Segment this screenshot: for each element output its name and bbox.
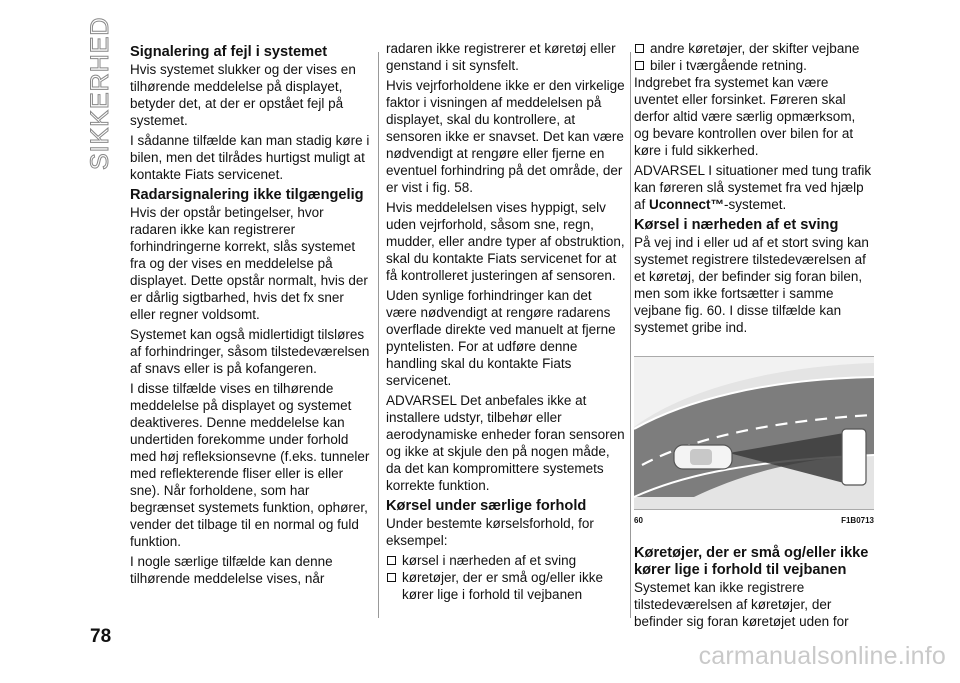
column-divider [630, 52, 631, 618]
bullet-icon [635, 61, 644, 70]
paragraph: Under bestemte kørselsforhold, for eksempel: [386, 516, 594, 548]
host-car-icon [674, 445, 732, 469]
paragraph: Uden synlige forhindringer kan det være nødvendigt at rengøre radarens overflade direkte ved manuelt at fjerne pyntelisten. For at udføre denne handling skal du kontakte Fiats servicenet. [386, 288, 616, 388]
page-number: 78 [90, 626, 112, 647]
heading-signal-fault: Signalering af fejl i systemet [130, 44, 328, 60]
figure-number: 60 [634, 516, 643, 525]
list-item [634, 57, 874, 74]
heading-special-conditions: Kørsel under særlige forhold [386, 498, 587, 514]
uconnect-brand: Uconnect™ [649, 197, 725, 212]
bullet-icon [387, 556, 396, 565]
figure-60-curve-illustration [634, 356, 874, 510]
list-item-text: andre køretøjer, der skifter vejbane [650, 41, 860, 56]
section-side-title: SIKKERHED [86, 16, 114, 170]
heading-radar-unavailable: Radarsignalering ikke tilgængelig [130, 187, 364, 203]
paragraph: Hvis der opstår betingelser, hvor radaren ikke kan registrerer forhindringerne korrekt, slås systemet fra og der vises en meddelelse på displayet. Dette opstår normalt, hvis der er dårlig sigtbarhed, hvis det fx sner eller regner voldsomt. [130, 205, 368, 322]
list-item [634, 40, 874, 57]
warning-text: ADVARSEL I situationer med tung trafik kan føreren slå systemet fra ved hjælp af [634, 163, 872, 212]
warning-text-end: -systemet. [724, 197, 787, 212]
vehicle-ahead-icon [842, 429, 866, 485]
list-item-text: biler i tværgående retning. [650, 58, 807, 73]
list-item [386, 552, 626, 569]
figure-code: F1B0713 [841, 516, 874, 525]
column-2 [386, 40, 626, 603]
list-item-text: kørsel i nærheden af et sving [402, 553, 577, 568]
heading-small-vehicles: Køretøjer, der er små og/eller ikke kører lige i forhold til vejbanen [634, 545, 869, 578]
curve-illustration [634, 357, 874, 509]
warning-paragraph: ADVARSEL Det anbefales ikke at installere udstyr, tilbehør eller aerodynamiske enheder foran sensoren og ikke at skjule den på nogen måde, da det kan kompromittere systemets korrekte funktion. [386, 393, 625, 493]
paragraph: Hvis systemet slukker og der vises en tilhørende meddelelse på displayet, betyder det, at der er opstået fejl på systemet. [130, 62, 356, 128]
bullet-icon [387, 573, 396, 582]
column-3 [634, 40, 874, 633]
paragraph: I sådanne tilfælde kan man stadig køre i bilen, men det tilrådes hurtigst muligt at kontakte Fiats servicenet. [130, 133, 370, 182]
paragraph: I disse tilfælde vises en tilhørende meddelelse på displayet og systemet deaktiveres. Denne meddelelse kan undertiden forekomme under forhold med høj refleksionsevne (f.eks. tunneler med reflekterende fliser eller is eller sne). Når forholdene, som har begrænset systemets funktion, ophører, vender det tilbage til en normal og fuld funktion. [130, 381, 370, 549]
column-1 [130, 40, 370, 590]
warning-paragraph [634, 162, 874, 213]
paragraph: På vej ind i eller ud af et stort sving kan systemet registrere tilstedeværelsen af et køretøj, der befinder sig foran bilen, men som ikke fortsætter i samme vejbane fig. 60. I disse tilfælde kan systemet gribe ind. [634, 235, 869, 335]
paragraph: Systemet kan ikke registrere tilstedeværelsen af køretøjer, der befinder sig foran køretøjet uden for [634, 580, 849, 629]
paragraph: I nogle særlige tilfælde kan denne tilhørende meddelelse vises, når [130, 554, 333, 586]
bullet-icon [635, 44, 644, 53]
list-item [386, 569, 626, 603]
paragraph: Indgrebet fra systemet kan være uventet eller forsinket. Føreren skal derfor altid være særlig opmærksom, og bevare kontrollen over bilen for at køre i fuld sikkerhed. [634, 75, 856, 158]
watermark: carmanualsonline.info [698, 642, 946, 670]
paragraph: Hvis vejrforholdene ikke er den virkelige faktor i visningen af meddelelsen på displayet, skal du kontrollere, at sensoren ikke er snavset. Det kan være nødvendigt at rengøre eller fjerne en eventuel forhindring på det område, der er vist i fig. 58. [386, 78, 625, 195]
figure-caption [634, 512, 874, 529]
paragraph: Hvis meddelelsen vises hyppigt, selv uden vejrforhold, såsom sne, regn, mudder, eller andre typer af obstruktion, skal du kontakte Fiats servicenet for at få kontrolleret justeringen af sensoren. [386, 200, 625, 283]
list-item-text: køretøjer, der er små og/eller ikke kører lige i forhold til vejbanen [402, 570, 604, 602]
paragraph: radaren ikke registrerer et køretøj eller genstand i sit synsfelt. [386, 41, 616, 73]
heading-curve: Kørsel i nærheden af et sving [634, 217, 839, 233]
paragraph: Systemet kan også midlertidigt tilsløres af forhindringer, såsom tilstedeværelsen af snavs eller is på kofangeren. [130, 327, 370, 376]
column-divider [378, 52, 379, 618]
